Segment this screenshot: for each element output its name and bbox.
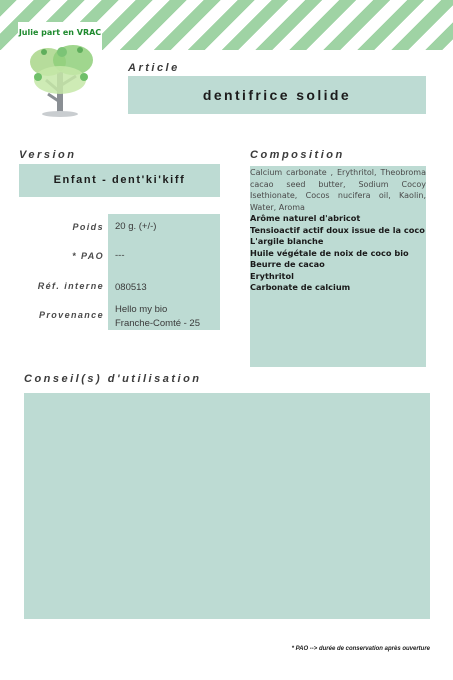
article-value: dentifrice solide <box>202 87 352 103</box>
conseil-label: Conseil(s) d'utilisation <box>24 373 202 385</box>
version-box <box>19 164 220 197</box>
weight-value: 20 g. (+/-) <box>115 221 157 232</box>
footnote: * PAO --> durée de conservation après ouverture <box>291 646 430 652</box>
list-item: Carbonate de calcium <box>250 282 351 292</box>
ref-label: Réf. interne <box>37 281 104 291</box>
logo <box>18 22 102 118</box>
list-item: L'argile blanche <box>250 236 324 246</box>
article-box <box>128 76 426 114</box>
ref-value: 080513 <box>115 282 147 293</box>
pao-value: --- <box>115 250 125 261</box>
composition-inci-text: Calcium carbonate , Erythritol, Theobroma cacao seed butter, Sodium Cocoy Isethionate, Cocos nucifera oil, Kaolin, Water, Aroma <box>250 168 426 212</box>
origin-value-line2: Franche-Comté - 25 <box>115 318 201 329</box>
list-item: Huile végétale de noix de coco bio <box>250 247 409 258</box>
version-value: Enfant - dent'ki'kiff <box>53 174 186 186</box>
weight-label: Poids <box>72 222 104 232</box>
list-item: Beurre de cacao <box>250 259 325 269</box>
composition-label: Composition <box>250 149 345 161</box>
logo-text: Julie part en VRAC <box>18 28 102 37</box>
origin-label: Provenance <box>38 310 104 320</box>
composition-list <box>250 213 426 294</box>
pao-label: * PAO <box>72 251 104 261</box>
list-item: Arôme naturel d'abricot <box>250 213 361 223</box>
list-item: Erythritol <box>250 270 294 281</box>
conseil-box <box>24 393 430 619</box>
article-label: Article <box>128 62 180 74</box>
version-label: Version <box>19 149 77 161</box>
list-item: Tensioactif actif doux issue de la coco <box>250 224 425 235</box>
origin-value-line1: Hello my bio <box>115 304 168 315</box>
